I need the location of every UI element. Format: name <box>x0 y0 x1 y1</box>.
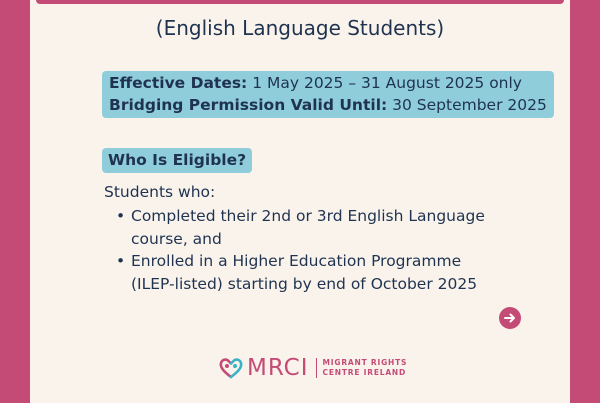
heart-hands-icon <box>218 356 244 380</box>
bullet-icon: • <box>116 252 126 270</box>
bridging-permission-line <box>109 94 547 116</box>
list-item-text: Completed their 2nd or 3rd English Language course, and <box>131 207 485 248</box>
next-page-button[interactable] <box>499 307 521 329</box>
bridging-permission-value: 30 September 2025 <box>387 96 547 114</box>
page-subtitle: (English Language Students) <box>155 16 445 40</box>
logo-fullname <box>323 358 408 378</box>
effective-dates-line <box>109 72 547 94</box>
list-item <box>116 205 496 250</box>
bridging-permission-label: Bridging Permission Valid Until: <box>109 96 388 114</box>
list-item <box>116 250 496 295</box>
effective-dates-label: Effective Dates: <box>109 74 248 92</box>
effective-dates-value: 1 May 2025 – 31 August 2025 only <box>247 74 522 92</box>
logo-acronym: MRCI <box>247 355 309 381</box>
eligibility-heading: Who Is Eligible? <box>102 148 252 173</box>
eligibility-list <box>116 205 496 295</box>
list-item-text: Enrolled in a Higher Education Programme (ILEP-listed) starting by end of October 2025 <box>131 252 478 293</box>
logo-line-1: MIGRANT RIGHTS <box>322 358 408 367</box>
mrci-logo <box>218 356 407 380</box>
eligibility-intro: Students who: <box>104 183 216 201</box>
logo-line-2: CENTRE IRELAND <box>322 368 407 377</box>
info-card <box>30 0 570 403</box>
dates-box <box>102 71 554 118</box>
title-banner-edge <box>36 0 564 4</box>
arrow-right-circle-icon <box>503 311 517 325</box>
bullet-icon: • <box>116 207 126 225</box>
logo-divider <box>316 358 317 378</box>
